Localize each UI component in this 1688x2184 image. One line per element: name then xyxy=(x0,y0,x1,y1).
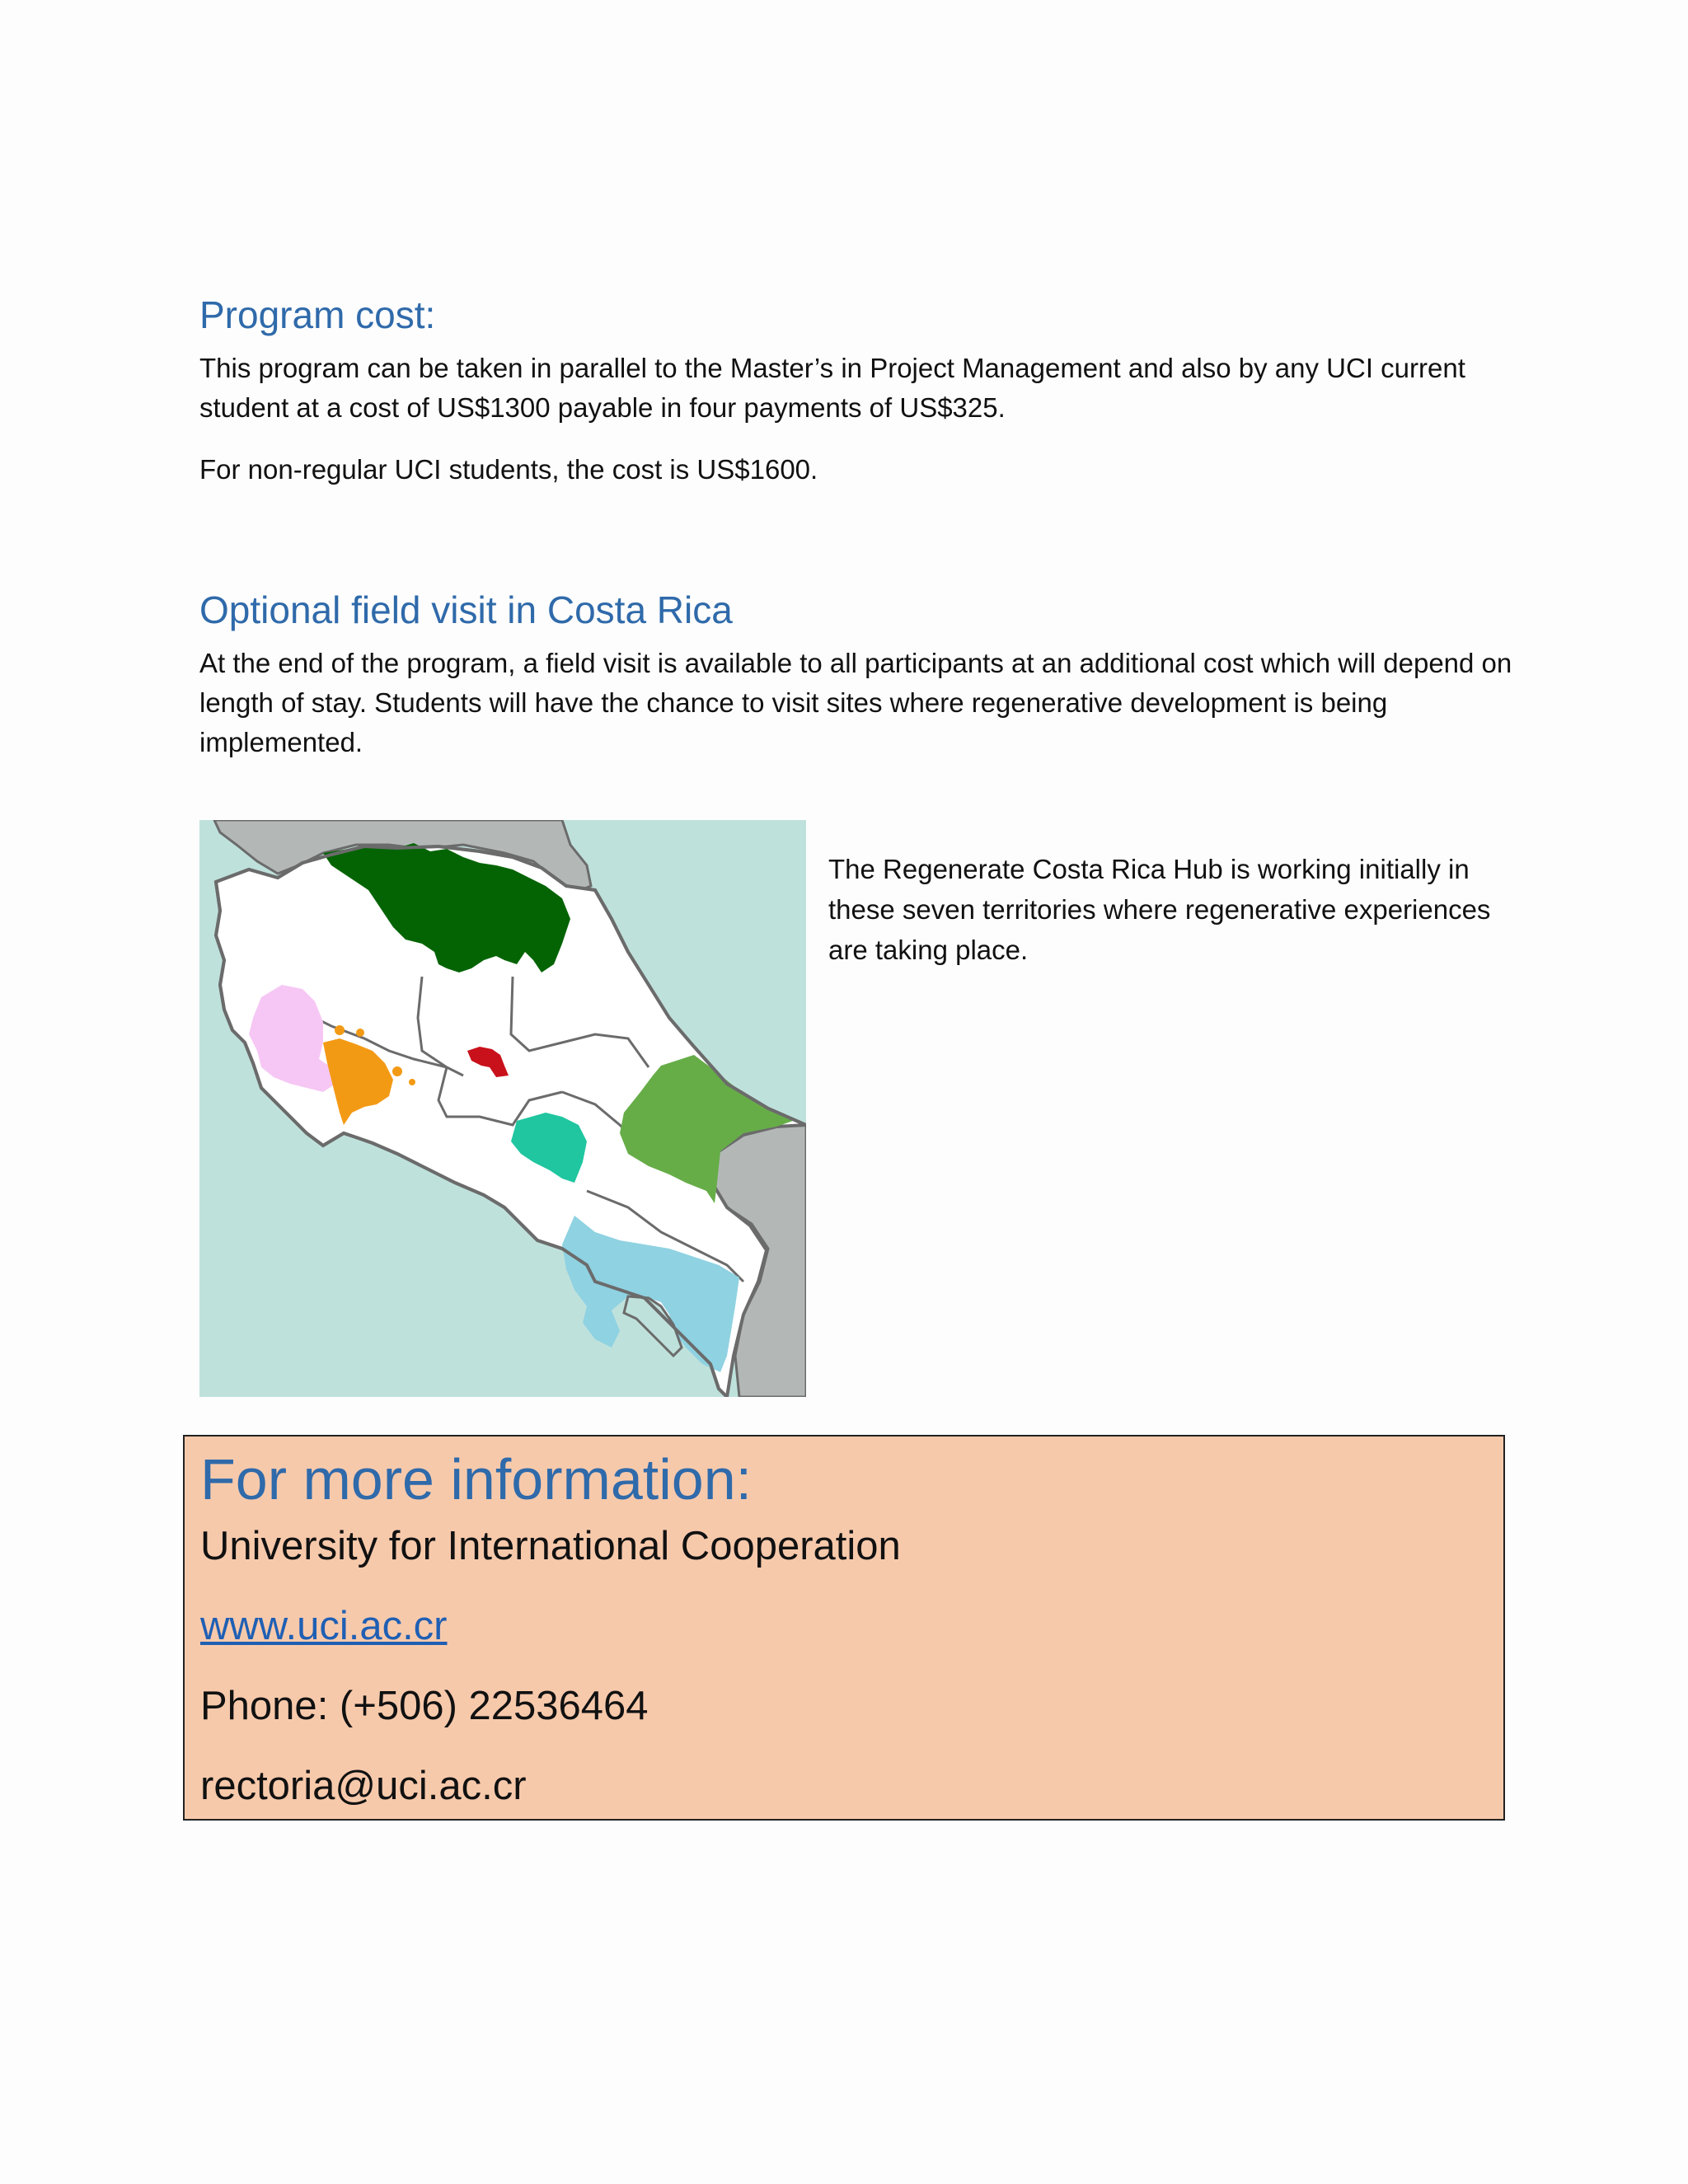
field-visit-paragraph: At the end of the program, a field visit is available to all participants at an additional cost which will depend on length of stay. Students will have the chance to visit sites where regenerative development is being implemented. xyxy=(199,648,1512,757)
island-orange-2 xyxy=(356,1029,364,1037)
contact-info-box xyxy=(183,1435,1505,1821)
island-orange-3 xyxy=(392,1066,402,1076)
costa-rica-territories-map xyxy=(199,820,806,1397)
field-visit-heading: Optional field visit in Costa Rica xyxy=(199,588,733,631)
island-orange-1 xyxy=(335,1025,345,1035)
program-cost-paragraph: This program can be taken in parallel to the Master’s in Project Management and also by any UCI current student at a cost of US$1300 payable in four payments of US$325. xyxy=(199,353,1465,423)
organization-name: University for International Cooperation xyxy=(200,1524,901,1568)
map-caption: The Regenerate Costa Rica Hub is working initially in these seven territories where regenerative experiences are taking place. xyxy=(828,854,1491,965)
phone-number: Phone: (+506) 22536464 xyxy=(200,1684,649,1728)
contact-title: For more information: xyxy=(200,1447,753,1511)
non-regular-cost-paragraph: For non-regular UCI students, the cost is US$1600. xyxy=(199,454,818,485)
website-link[interactable]: www.uci.ac.cr xyxy=(200,1604,448,1648)
program-cost-heading: Program cost: xyxy=(199,293,436,336)
contact-email: rectoria@uci.ac.cr xyxy=(200,1764,527,1808)
island-orange-4 xyxy=(409,1079,415,1085)
